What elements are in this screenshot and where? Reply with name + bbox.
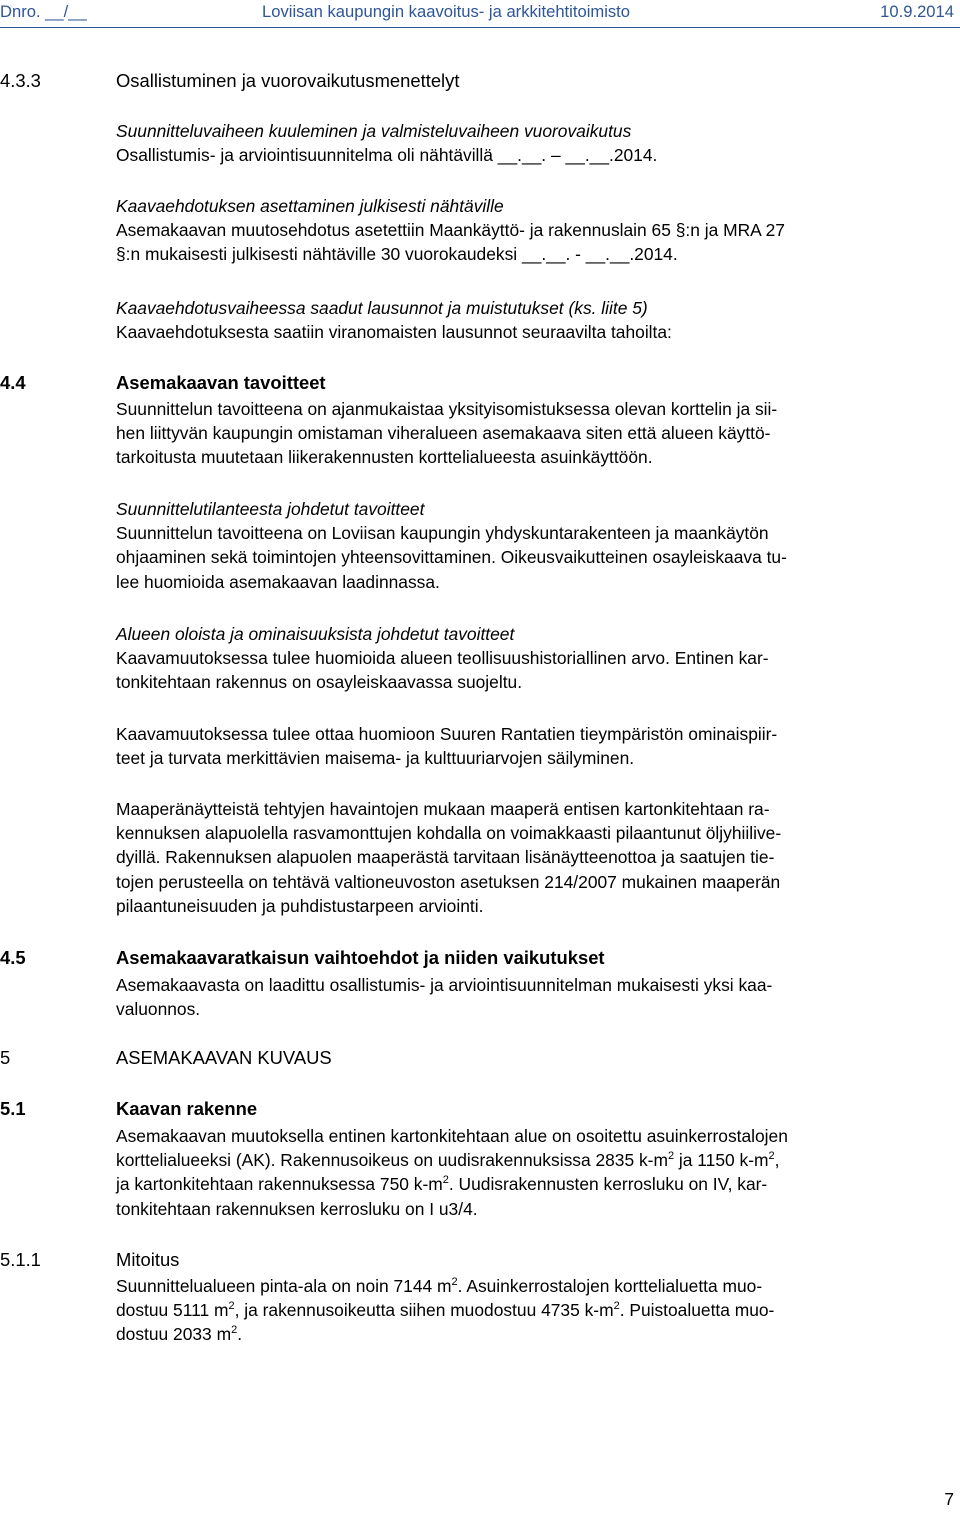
paragraph-line: hen liittyvän kaupungin omistaman viheralueen asemakaava siten että alueen käyttö- xyxy=(116,423,771,444)
superscript: 2 xyxy=(667,1150,675,1163)
text-run: . Asuinkerrostalojen korttelialuetta muo- xyxy=(457,1276,763,1296)
page-header xyxy=(0,0,960,26)
section-4-5-number: 4.5 xyxy=(0,947,26,968)
section-4-3-3-body-2 xyxy=(116,194,956,267)
superscript: 2 xyxy=(613,1300,620,1313)
paragraph-line: Suunnittelun tavoitteena on ajanmukaistaa yksityisomistuksessa olevan korttelin ja sii- xyxy=(116,399,778,419)
superscript: 2 xyxy=(228,1300,235,1313)
section-4-5-title: Asemakaavaratkaisun vaihtoehdot ja niiden vaikutukset xyxy=(116,947,605,968)
header-rule xyxy=(0,27,960,28)
paragraph-line: Asemakaavasta on laadittu osallistumis- ja arviointisuunnitelman mukaisesti yksi kaa- xyxy=(116,975,773,995)
text-run: . Uudisrakennusten kerrosluku on IV, kar- xyxy=(448,1174,768,1195)
text-run: ja 1150 k-m xyxy=(674,1150,769,1171)
paragraph-line: tonkitehtaan rakennuksen kerrosluku on I u3/4. xyxy=(116,1198,478,1219)
text-run: , ja rakennusoikeutta siihen muodostuu 4735 k-m xyxy=(234,1300,614,1321)
text-run: , xyxy=(774,1150,780,1171)
superscript: 2 xyxy=(442,1174,449,1187)
paragraph-line xyxy=(116,1298,956,1322)
paragraph-line: valuonnos. xyxy=(116,999,201,1020)
section-5-number: 5 xyxy=(0,1047,11,1068)
section-5-1-paragraph xyxy=(116,1124,956,1221)
subheading-lausunnot: Kaavaehdotusvaiheessa saadut lausunnot ja muistutukset (ks. liite 5) xyxy=(116,298,648,318)
paragraph-line: ohjaaminen sekä toimintojen yhteensovittaminen. Oikeusvaikutteinen osayleiskaava tu- xyxy=(116,547,787,568)
paragraph-lausunnot: Kaavaehdotuksesta saatiin viranomaisten lausunnot seuraavilta tahoilta: xyxy=(116,322,672,343)
section-4-3-3-body-3 xyxy=(116,296,956,344)
paragraph-line xyxy=(116,1274,956,1298)
paragraph-line: Suunnittelun tavoitteena on Loviisan kaupungin yhdyskuntarakenteen ja maankäytön xyxy=(116,523,769,544)
paragraph-line: Kaavamuutoksessa tulee huomioida alueen teollisuushistoriallinen arvo. Entinen kar- xyxy=(116,648,769,669)
section-4-3-3-body xyxy=(116,119,956,167)
section-5-title: ASEMAKAAVAN KUVAUS xyxy=(116,1047,332,1068)
superscript: 2 xyxy=(451,1276,458,1288)
section-4-3-3-number: 4.3.3 xyxy=(0,70,41,91)
paragraph-line: kennuksen alapuolella rasvamonttujen kohdalla on voimakkaasti pilaantunut öljyhiilive- xyxy=(116,823,782,844)
section-4-4-paragraph-5 xyxy=(116,797,956,918)
subheading-suunnittelutilanne: Suunnittelutilanteesta johdetut tavoitteet xyxy=(116,499,425,519)
paragraph-line xyxy=(116,1148,956,1172)
paragraph-line: Kaavamuutoksessa tulee ottaa huomioon Suuren Rantatien tieympäristön ominaispiir- xyxy=(116,724,778,744)
text-run: korttelialueeksi (AK). Rakennusoikeus on uudisrakennuksissa 2835 k-m xyxy=(116,1150,668,1171)
header-organization: Loviisan kaupungin kaavoitus- ja arkkitehtitoimisto xyxy=(262,2,631,21)
paragraph-line: lee huomioida asemakaavan laadinnassa. xyxy=(116,571,440,592)
section-5-1-title: Kaavan rakenne xyxy=(116,1098,258,1119)
paragraph-line xyxy=(116,1172,956,1196)
paragraph-line: Asemakaavan muutoksella entinen kartonkitehtaan alue on osoitettu asuinkerrostalojen xyxy=(116,1126,788,1146)
text-run: Suunnittelualueen pinta-ala on noin 7144 m xyxy=(116,1276,452,1296)
section-5-1-1-paragraph xyxy=(116,1274,956,1347)
superscript: 2 xyxy=(231,1324,238,1337)
paragraph-line: tojen perusteella on tehtävä valtioneuvoston asetuksen 214/2007 mukainen maaperän xyxy=(116,871,781,892)
paragraph-osallistumis: Osallistumis- ja arviointisuunnitelma oli nähtävillä __.__. – __.__.2014. xyxy=(116,145,658,166)
paragraph-line: tarkoitusta muutetaan liikerakennusten korttelialueesta asuinkäyttöön. xyxy=(116,447,653,468)
text-run: dostuu 5111 m xyxy=(116,1300,229,1321)
subheading-nahtaville: Kaavaehdotuksen asettaminen julkisesti nähtäville xyxy=(116,196,504,216)
paragraph-line: pilaantuneisuuden ja puhdistustarpeen arviointi. xyxy=(116,895,484,916)
paragraph-line: Maaperänäytteistä tehtyjen havaintojen mukaan maaperä entisen kartonkitehtaan ra- xyxy=(116,799,770,819)
text-run: . xyxy=(237,1324,243,1345)
paragraph-nahtaville-line: Asemakaavan muutosehdotus asetettiin Maankäyttö- ja rakennuslain 65 §:n ja MRA 27 xyxy=(116,220,785,241)
header-dnro: Dnro. __/__ xyxy=(0,2,87,21)
section-4-4-number: 4.4 xyxy=(0,372,26,393)
section-4-4-paragraph-4 xyxy=(116,722,956,770)
paragraph-nahtaville-line: §:n mukaisesti julkisesti nähtäville 30 vuorokaudeksi __.__. - __.__.2014. xyxy=(116,244,678,265)
section-4-4-paragraph-1 xyxy=(116,397,956,470)
section-4-4-paragraph-3 xyxy=(116,622,956,695)
text-run: dostuu 2033 m xyxy=(116,1324,232,1345)
text-run: ja kartonkitehtaan rakennuksessa 750 k-m xyxy=(116,1174,443,1195)
header-date: 10.9.2014 xyxy=(880,2,954,21)
section-4-5-paragraph xyxy=(116,973,956,1021)
subheading-alueen-oloista: Alueen oloista ja ominaisuuksista johdetut tavoitteet xyxy=(116,624,515,644)
page-number: 7 xyxy=(944,1489,954,1509)
section-5-1-1-title: Mitoitus xyxy=(116,1249,180,1270)
section-5-1-1-number: 5.1.1 xyxy=(0,1249,41,1270)
paragraph-line: tonkitehtaan rakennus on osayleiskaavassa suojeltu. xyxy=(116,672,523,693)
superscript: 2 xyxy=(768,1150,775,1163)
section-5-1-number: 5.1 xyxy=(0,1098,26,1119)
paragraph-line: teet ja turvata merkittävien maisema- ja kulttuuriarvojen säilyminen. xyxy=(116,748,635,769)
section-4-4-paragraph-2 xyxy=(116,497,956,594)
paragraph-line: dyillä. Rakennuksen alapuolen maaperästä tarvitaan lisänäytteenottoa ja saatujen tie- xyxy=(116,847,775,868)
paragraph-line xyxy=(116,1322,956,1346)
subheading-kuuleminen: Suunnitteluvaiheen kuuleminen ja valmisteluvaiheen vuorovaikutus xyxy=(116,121,632,141)
text-run: . Puistoaluetta muo- xyxy=(619,1300,775,1321)
section-4-3-3-title: Osallistuminen ja vuorovaikutusmenettelyt xyxy=(116,70,460,91)
section-4-4-title: Asemakaavan tavoitteet xyxy=(116,372,326,393)
